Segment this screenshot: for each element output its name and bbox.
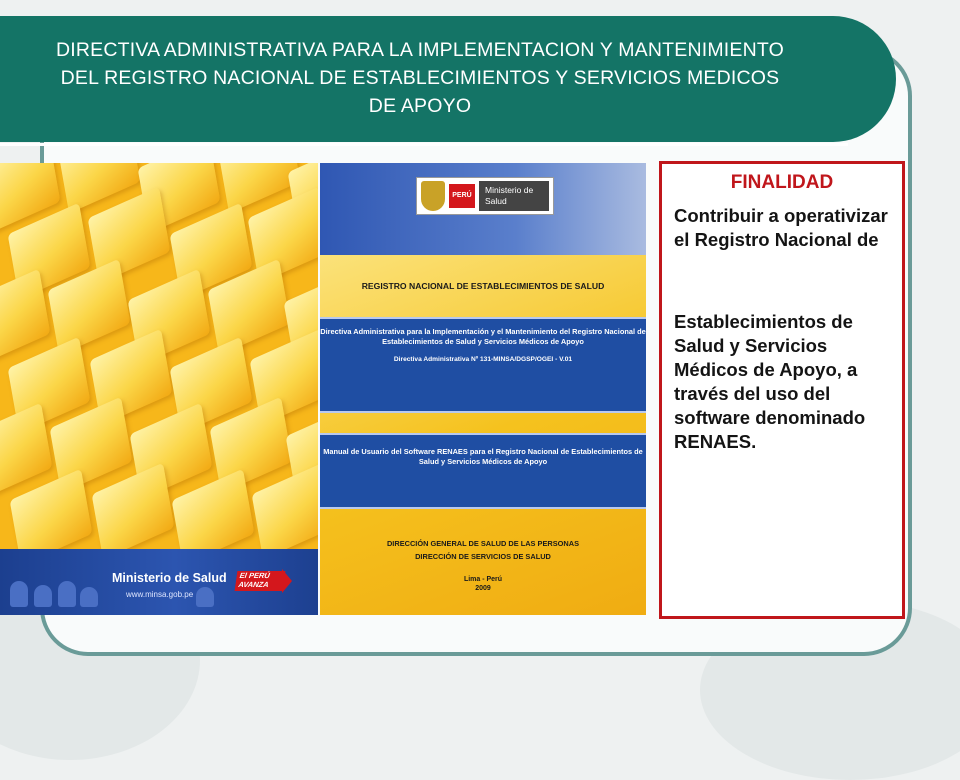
- coat-of-arms-icon: [421, 181, 445, 211]
- ministry-logo: [416, 177, 554, 215]
- manual-title: Manual de Usuario del Software RENAES para el Registro Nacional de Establecimientos de Salud y Servicios Médicos de Apoyo: [323, 447, 643, 466]
- logo-country: PERÚ: [449, 184, 475, 208]
- logo-ministry: Ministerio de Salud: [479, 181, 549, 211]
- footer-year: 2009: [475, 585, 491, 592]
- finalidad-heading: FINALIDAD: [730, 172, 834, 193]
- el-peru-avanza-logo: El PERÚ AVANZA: [235, 571, 286, 591]
- footer-line-2: DIRECCIÓN DE SERVICIOS DE SALUD: [415, 552, 551, 561]
- title-underline: [0, 143, 848, 146]
- directive-title: Directiva Administrativa para la Implementación y el Mantenimiento del Registro Nacional de Establecimientos de Salud y Servicios Médicos de Apoyo: [320, 327, 646, 346]
- finalidad-paragraph-2: Establecimientos de Salud y Servicios Médicos de Apoyo, a través del uso del software denominado RENAES.: [674, 311, 866, 452]
- finalidad-box: [659, 161, 905, 619]
- ministry-label: Ministerio de Salud: [112, 571, 227, 585]
- arrow-icon: [282, 569, 292, 593]
- finalidad-paragraph-1: Contribuir a operativizar el Registro Nacional de: [674, 205, 888, 250]
- slide-title: DIRECTIVA ADMINISTRATIVA PARA LA IMPLEMENTACION Y MANTENIMIENTO DEL REGISTRO NACIONAL DE ESTABLECIMIENTOS Y SERVICIOS MEDICOS DE APOYO: [55, 39, 785, 117]
- title-banner: [0, 16, 896, 142]
- footer-line-1: DIRECCIÓN GENERAL DE SALUD DE LAS PERSONAS: [386, 539, 580, 548]
- ministry-website: www.minsa.gob.pe: [126, 590, 194, 599]
- directive-number: Directiva Administrativa Nº 131-MINSA/DGSP/OGEI - V.01: [393, 356, 573, 363]
- document-cover: [320, 163, 646, 615]
- directive-band: [320, 317, 646, 413]
- manual-band: [320, 433, 646, 509]
- cover-heading: REGISTRO NACIONAL DE ESTABLECIMIENTOS DE SALUD: [361, 281, 605, 291]
- cover-image-left: [0, 163, 318, 615]
- footer-place: Lima - Perú: [463, 576, 503, 583]
- cover-footer: [320, 537, 646, 593]
